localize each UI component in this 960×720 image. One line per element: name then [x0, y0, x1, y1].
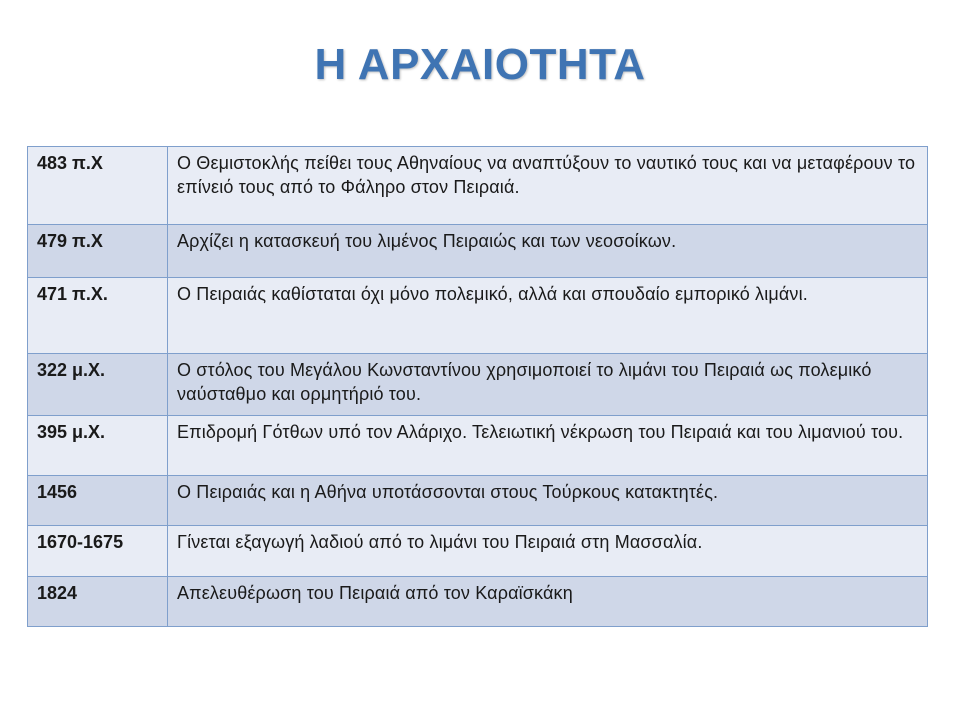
table-row	[28, 354, 928, 416]
year-cell: 1456	[28, 476, 168, 526]
year-cell: 1670-1675	[28, 526, 168, 577]
table-row	[28, 577, 928, 627]
event-cell: Ο Πειραιάς και η Αθήνα υποτάσσονται στους Τούρκους κατακτητές.	[168, 476, 928, 526]
timeline-table	[27, 146, 928, 627]
table-row	[28, 147, 928, 225]
table-row	[28, 526, 928, 577]
event-cell: Απελευθέρωση του Πειραιά από τον Καραϊσκάκη	[168, 577, 928, 627]
year-cell: 1824	[28, 577, 168, 627]
event-cell: Ο Πειραιάς καθίσταται όχι μόνο πολεμικό, αλλά και σπουδαίο εμπορικό λιμάνι.	[168, 278, 928, 354]
event-cell: Ο Θεμιστοκλής πείθει τους Αθηναίους να αναπτύξουν το ναυτικό τους και να μεταφέρουν το επίνειό τους από το Φάληρο στον Πειραιά.	[168, 147, 928, 225]
year-cell: 479 π.Χ	[28, 225, 168, 278]
slide-title: Η ΑΡΧΑΙΟΤΗΤΑ	[314, 40, 646, 89]
year-cell: 322 μ.Χ.	[28, 354, 168, 416]
event-cell: Ο στόλος του Μεγάλου Κωνσταντίνου χρησιμοποιεί το λιμάνι του Πειραιά ως πολεμικό ναύσταθμο και ορμητήριό του.	[168, 354, 928, 416]
year-cell: 483 π.Χ	[28, 147, 168, 225]
event-cell: Αρχίζει η κατασκευή του λιμένος Πειραιώς και των νεοσοίκων.	[168, 225, 928, 278]
table-row	[28, 416, 928, 476]
event-cell: Γίνεται εξαγωγή λαδιού από το λιμάνι του Πειραιά στη Μασσαλία.	[168, 526, 928, 577]
table-row	[28, 278, 928, 354]
event-cell: Επιδρομή Γότθων υπό τον Αλάριχο. Τελειωτική νέκρωση του Πειραιά και του λιμανιού του.	[168, 416, 928, 476]
table-row	[28, 225, 928, 278]
year-cell: 471 π.Χ.	[28, 278, 168, 354]
year-cell: 395 μ.Χ.	[28, 416, 168, 476]
table-row	[28, 476, 928, 526]
